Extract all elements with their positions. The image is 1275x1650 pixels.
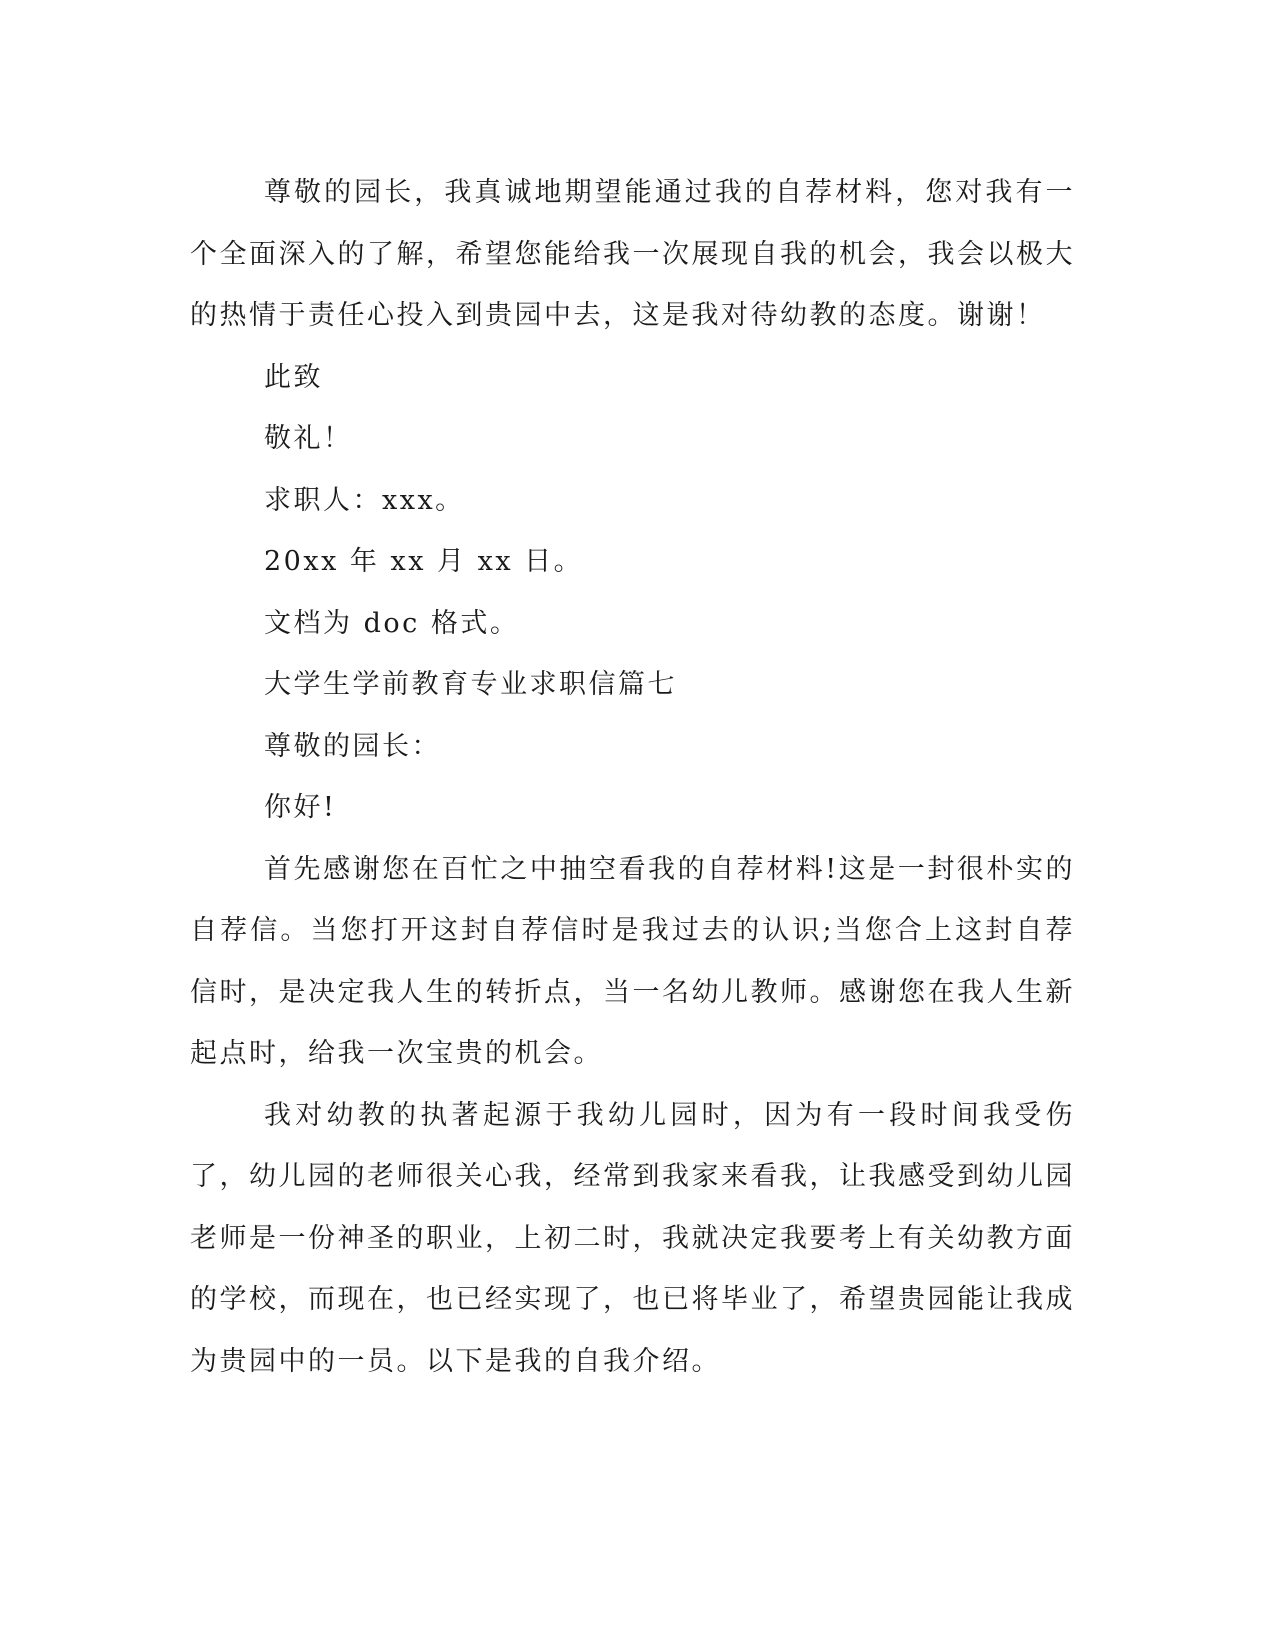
applicant-name: 求职人：xxx。 (264, 484, 465, 516)
greeting-hello: 你好! (264, 792, 337, 823)
closing-paragraph: 尊敬的园长，我真诚地期望能通过我的自荐材料，您对我有一个全面深入的了解，希望您能给我一次展现自我的机会，我会以极大的热情于责任心投入到贵园中去，这是我对待幼教的态度。谢谢！ (190, 177, 1075, 331)
salutation-regards: 敬礼！ (264, 423, 353, 454)
letter-body (190, 162, 1075, 1392)
motivation-paragraph: 我对幼教的执著起源于我幼儿园时，因为有一段时间我受伤了，幼儿园的老师很关心我，经常到我家来看我，让我感受到幼儿园老师是一份神圣的职业，上初二时，我就决定我要考上有关幼教方面的学校，而现在，也已经实现了，也已将毕业了，希望贵园能让我成为贵园中的一员。以下是我的自我介绍。 (190, 1099, 1075, 1377)
section-title: 大学生学前教育专业求职信篇七 (264, 669, 677, 700)
salutation-closing: 此致 (264, 361, 323, 393)
intro-paragraph: 首先感谢您在百忙之中抽空看我的自荐材料!这是一封很朴实的自荐信。当您打开这封自荐信时是我过去的认识;当您合上这封自荐信时，是决定我人生的转折点，当一名幼儿教师。感谢您在我人生新起点时，给我一次宝贵的机会。 (190, 853, 1075, 1069)
document-format-note: 文档为 doc 格式。 (264, 607, 520, 639)
greeting-recipient: 尊敬的园长： (264, 730, 441, 762)
letter-date: 20xx 年 xx 月 xx 日。 (264, 546, 584, 577)
